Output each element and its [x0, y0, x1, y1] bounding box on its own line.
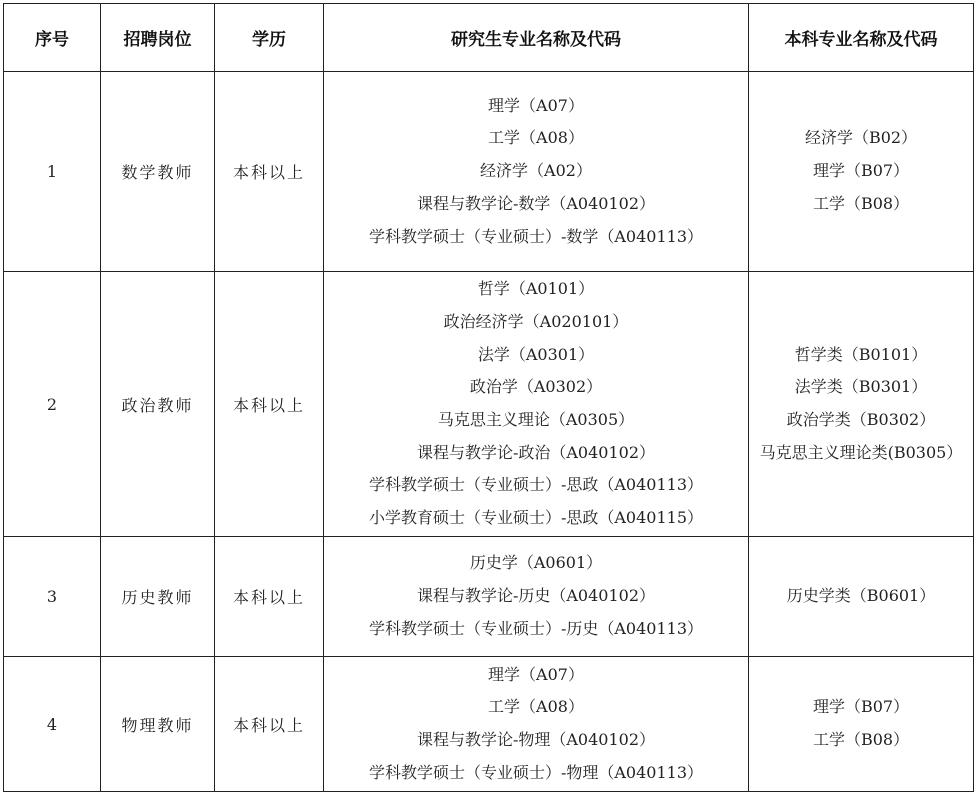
table-row [4, 72, 974, 272]
row-seq: 2 [4, 272, 101, 537]
graduate-major-item: 学科教学硕士（专业硕士）-数学（A040113） [368, 226, 704, 246]
graduate-major-item: 学科教学硕士（专业硕士）-物理（A040113） [368, 762, 704, 782]
row-undergrad-majors [749, 272, 974, 537]
graduate-major-item: 工学（A08） [488, 697, 584, 717]
undergrad-major-item: 工学（B08） [812, 193, 910, 213]
recruitment-table [3, 3, 974, 792]
row-undergrad-majors [749, 537, 974, 657]
graduate-major-item: 课程与教学论-政治（A040102） [416, 442, 656, 462]
row-education: 本科以上 [215, 272, 324, 537]
row-seq: 4 [4, 657, 101, 792]
graduate-major-item: 学科教学硕士（专业硕士）-历史（A040113） [368, 618, 704, 638]
header-education: 学历 [215, 4, 324, 72]
header-undergrad-majors: 本科专业名称及代码 [749, 4, 974, 72]
undergrad-major-item: 政治学类（B0302） [786, 410, 936, 429]
graduate-major-item: 理学（A07） [488, 95, 584, 115]
header-graduate-majors: 研究生专业名称及代码 [324, 4, 749, 72]
graduate-major-item: 工学（A08） [488, 128, 584, 148]
row-seq: 3 [4, 537, 101, 657]
row-graduate-majors [324, 537, 749, 657]
undergrad-major-item: 法学类（B0301） [794, 377, 928, 397]
undergrad-major-item: 理学（B07） [812, 697, 910, 717]
graduate-major-item: 法学（A0301） [477, 344, 595, 364]
row-graduate-majors [324, 272, 749, 537]
graduate-major-item: 经济学（A02） [480, 161, 592, 181]
graduate-major-item: 学科教学硕士（专业硕士）-思政（A040113） [368, 475, 704, 495]
table-row [4, 537, 974, 657]
row-education: 本科以上 [215, 657, 324, 792]
row-seq: 1 [4, 72, 101, 272]
graduate-major-item: 课程与教学论-物理（A040102） [416, 730, 656, 749]
graduate-major-item: 课程与教学论-历史（A040102） [416, 586, 656, 606]
graduate-major-item: 马克思主义理论（A0305） [437, 410, 635, 429]
undergrad-major-item: 经济学（B02） [804, 128, 918, 148]
row-undergrad-majors [749, 657, 974, 792]
row-graduate-majors [324, 72, 749, 272]
header-post: 招聘岗位 [101, 4, 215, 72]
header-seq: 序号 [4, 4, 101, 72]
undergrad-major-item: 历史学类（B0601） [786, 586, 936, 606]
undergrad-major-item: 工学（B08） [812, 730, 910, 749]
row-post: 数学教师 [101, 72, 215, 272]
undergrad-major-item: 马克思主义理论类(B0305） [759, 442, 963, 462]
graduate-major-item: 政治经济学（A020101） [443, 311, 629, 331]
graduate-major-item: 政治学（A0302） [469, 377, 603, 397]
header-row [4, 4, 974, 72]
graduate-major-item: 历史学（A0601） [469, 553, 603, 573]
row-education: 本科以上 [215, 72, 324, 272]
row-education: 本科以上 [215, 537, 324, 657]
row-post: 政治教师 [101, 272, 215, 537]
row-post: 物理教师 [101, 657, 215, 792]
table-row [4, 657, 974, 792]
graduate-major-item: 课程与教学论-数学（A040102） [416, 193, 656, 213]
row-graduate-majors [324, 657, 749, 792]
row-post: 历史教师 [101, 537, 215, 657]
graduate-major-item: 理学（A07） [488, 664, 584, 684]
undergrad-major-item: 理学（B07） [812, 161, 910, 181]
table-row [4, 272, 974, 537]
graduate-major-item: 小学教育硕士（专业硕士）-思政（A040115） [368, 508, 704, 528]
undergrad-major-item: 哲学类（B0101） [794, 344, 928, 364]
graduate-major-item: 哲学（A0101） [477, 279, 595, 299]
row-undergrad-majors [749, 72, 974, 272]
